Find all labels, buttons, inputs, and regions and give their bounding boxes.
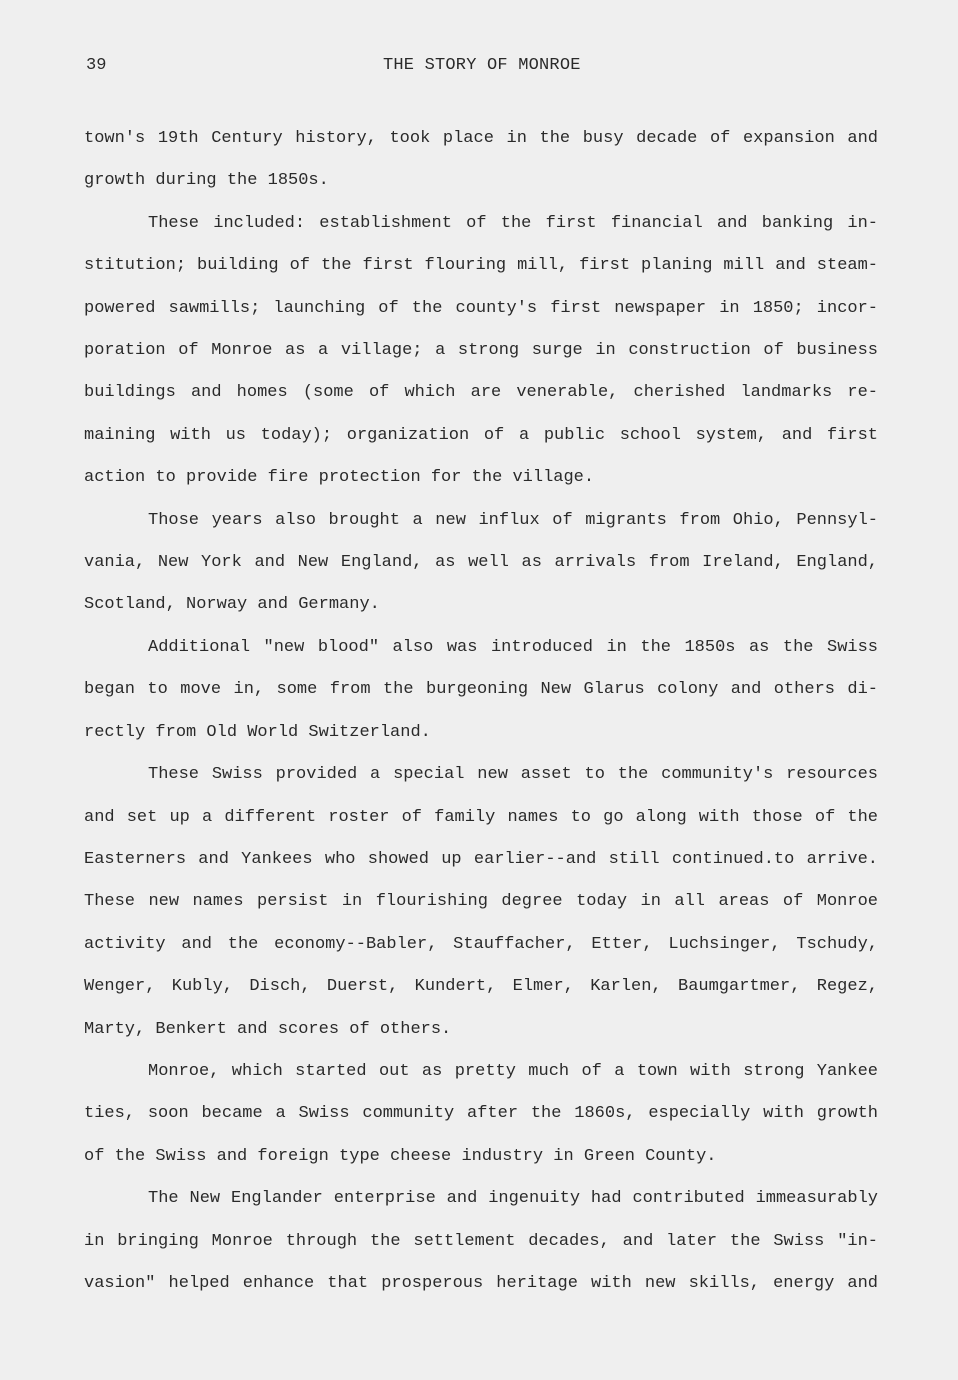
text-line: powered sawmills; launching of the county's first newspaper in 1850; incor- (84, 298, 878, 318)
text-line: These Swiss provided a special new asset to the community's resources (148, 765, 878, 785)
text-line: rectly from Old World Switzerland. (84, 722, 431, 742)
text-line: Additional "new blood" also was introduced in the 1850s as the Swiss (148, 637, 878, 657)
text-line: began to move in, some from the burgeoning New Glarus colony and others di- (84, 680, 878, 700)
text-line: ties, soon became a Swiss community after the 1860s, especially with growth (84, 1104, 878, 1124)
text-line: Monroe, which started out as pretty much of a town with strong Yankee (148, 1061, 878, 1081)
text-line: These new names persist in flourishing degree today in all areas of Monroe (84, 892, 878, 912)
text-line: buildings and homes (some of which are venerable, cherished landmarks re- (84, 383, 878, 403)
page-header (86, 56, 878, 78)
text-line: The New Englander enterprise and ingenuity had contributed immeasurably (148, 1189, 878, 1209)
text-line: Those years also brought a new influx of migrants from Ohio, Pennsyl- (148, 510, 878, 530)
text-line: town's 19th Century history, took place in the busy decade of expansion and (84, 129, 878, 148)
text-line: maining with us today); organization of a public school system, and first (84, 425, 878, 445)
text-line: in bringing Monroe through the settlement decades, and later the Swiss "in- (84, 1231, 878, 1251)
text-line: Wenger, Kubly, Disch, Duerst, Kundert, Elmer, Karlen, Baumgartmer, Regez, (84, 977, 878, 997)
text-line: activity and the economy--Babler, Stauffacher, Etter, Luchsinger, Tschudy, (84, 934, 878, 954)
page-number: 39 (86, 56, 107, 75)
text-line: vania, New York and New England, as well as arrivals from Ireland, England, (84, 553, 878, 573)
text-line: poration of Monroe as a village; a strong surge in construction of business (84, 341, 878, 361)
text-line: vasion" helped enhance that prosperous heritage with new skills, energy and (84, 1273, 878, 1293)
running-head: THE STORY OF MONROE (383, 56, 581, 75)
text-line: action to provide fire protection for the village. (84, 468, 595, 488)
text-line: Marty, Benkert and scores of others. (84, 1019, 452, 1039)
body-text (84, 118, 878, 1305)
text-line: These included: establishment of the first financial and banking in- (148, 213, 878, 233)
text-line: growth during the 1850s. (84, 171, 329, 191)
text-line: of the Swiss and foreign type cheese industry in Green County. (84, 1146, 717, 1166)
text-line: and set up a different roster of family names to go along with those of the (84, 807, 878, 827)
text-line: Easterners and Yankees who showed up earlier--and still continued.to arrive. (84, 849, 878, 869)
text-line: Scotland, Norway and Germany. (84, 595, 380, 615)
text-line: stitution; building of the first flouring mill, first planing mill and steam- (84, 256, 878, 276)
